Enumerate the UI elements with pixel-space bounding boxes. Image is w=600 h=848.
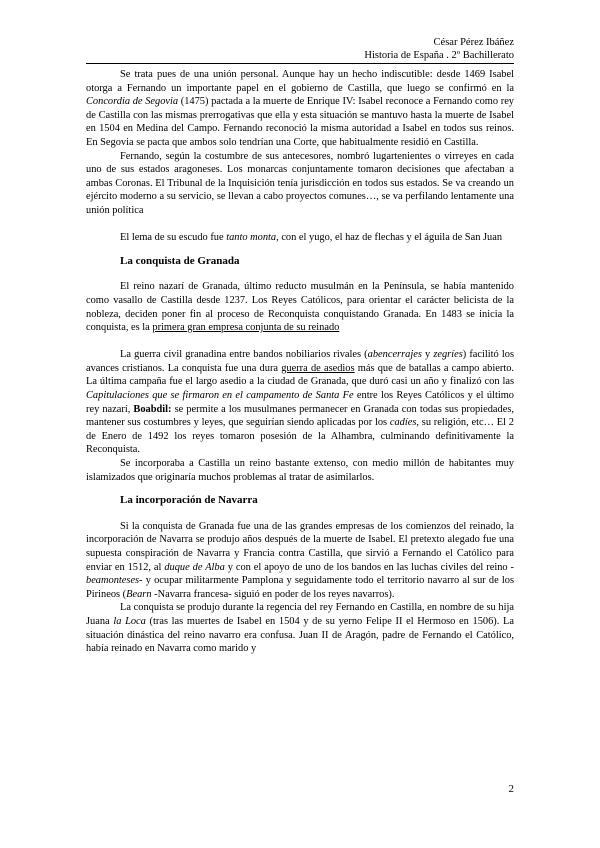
paragraph-navarra-regency: La conquista se produjo durante la regencia del rey Fernando en Castilla, en nombre de su hija Juana la Loca (tras las muertes de Isabel en 1504 y de su yerno Felipe II el Hermoso en 1506). La situación dinástica del reino navarro era confusa. Juan II de Aragón, padre de Fernando el Católico, había reinado en Navarra como marido y — [86, 602, 514, 655]
emphasis-tanto-monta: tanto monta — [226, 232, 277, 244]
paragraph-viceroys: Fernando, según la costumbre de sus antecesores, nombró lugartenientes o virreyes en cada uno de sus estados aragoneses. Los monarcas conjuntamente tomaron decisiones que afectaban a ambas Coronas. El Tribunal de la Inquisición tenía jurisdicción en todos sus estados. Se va creando un ejército moderno a su servicio, se llevan a cabo proyectos comunes…, se va perfilando lentamente una unión política — [86, 150, 514, 216]
header-author: César Pérez Ibáñez — [433, 37, 514, 48]
heading-granada: La conquista de Granada — [120, 254, 240, 267]
header-subject: Historia de España . 2º Bachillerato — [364, 50, 514, 61]
paragraph-granada-population: Se incorporaba a Castilla un reino bastante extenso, con medio millón de habitantes muy islamizados que originaría muchos problemas al tratar de asimilarlos. — [86, 458, 514, 483]
page-header — [364, 36, 514, 62]
paragraph-granada-intro: El reino nazarí de Granada, último reducto musulmán en la Península, se había mantenido como vasallo de Castilla desde 1237. Los Reyes Católicos, para orientar el carácter belicista de la nobleza, deciden poner fin al proceso de Reconquista conquistando Granada. En 1483 se inicia la conquista, es la primera gran empresa conjunta de su reinado — [86, 281, 514, 334]
emphasis-concordia: Concordia de Segovia — [86, 96, 179, 108]
page-number: 2 — [508, 783, 514, 795]
paragraph-navarra-conquest: Si la conquista de Granada fue una de las grandes empresas de los comienzos del reinado, la incorporación de Navarra se produjo años después de la muerte de Isabel. El pretexto alegado fue una supuesta conspiración de Navarra y Francia contra Castilla, que sirvió a Fernando el Católico para enviar en 1512, al duque de Alba y con el apoyo de uno de los bandos en las luchas civiles del reino -beamonteses- y ocupar militarmente Pamplona y seguidamente todo el territorio navarro al sur de los Pirineos (Bearn -Navarra francesa- siguió en poder de los reyes navarros). — [86, 520, 514, 600]
paragraph-granada-war: La guerra civil granadina entre bandos nobiliarios rivales (abencerrajes y zegríes) facilitó los avances cristianos. La conquista fue una dura guerra de asedios más que de batallas a campo abierto. La última campaña fue el largo asedio a la ciudad de Granada, que duró casi un año y finalizó con las Capitulaciones que se firmaron en el campamento de Santa Fe entre los Reyes Católicos y el último rey nazarí, Boabdil: se permite a los musulmanes permanecer en Granada con todas sus propiedades, mantener sus costumbres y leyes, que seguirían siendo aplicadas por los cadíes, su religión, etc… El 2 de Enero de 1492 los reyes tomaron posesión de la Alhambra, culminando definitivamente la Reconquista. — [86, 349, 514, 456]
heading-navarra: La incorporación de Navarra — [120, 494, 258, 507]
underline-first-enterprise: primera gran empresa conjunta de su reinado — [152, 322, 340, 334]
paragraph-motto: El lema de su escudo fue tanto monta, con el yugo, el haz de flechas y el águila de San Juan — [120, 232, 503, 244]
header-rule — [86, 63, 514, 64]
document-body — [86, 68, 514, 656]
underline-siege-war: guerra de asedios — [281, 362, 355, 374]
paragraph-personal-union: Se trata pues de una unión personal. Aunque hay un hecho indiscutible: desde 1469 Isabel otorga a Fernando un importante papel en el gobierno de Castilla, que luego se confirmó en la Concordia de Segovia (1475) pactada a la muerte de Enrique IV: Isabel reconoce a Fernando como rey de Castilla con las mismas prerrogativas que ella y esta situación se mantuvo hasta la muerte de Isabel en 1504 en Medina del Campo. Fernando reconoció la misma autoridad a Isabel en todos sus reinos. En Segovia se pacta que ambos solo tendrían una Corte, que habitualmente residió en Castilla. — [86, 69, 514, 148]
emphasis-capitulaciones: Capitulaciones que se firmaron en el campamento de Santa Fe — [86, 390, 354, 402]
bold-boabdil: Boabdil: — [133, 403, 172, 415]
